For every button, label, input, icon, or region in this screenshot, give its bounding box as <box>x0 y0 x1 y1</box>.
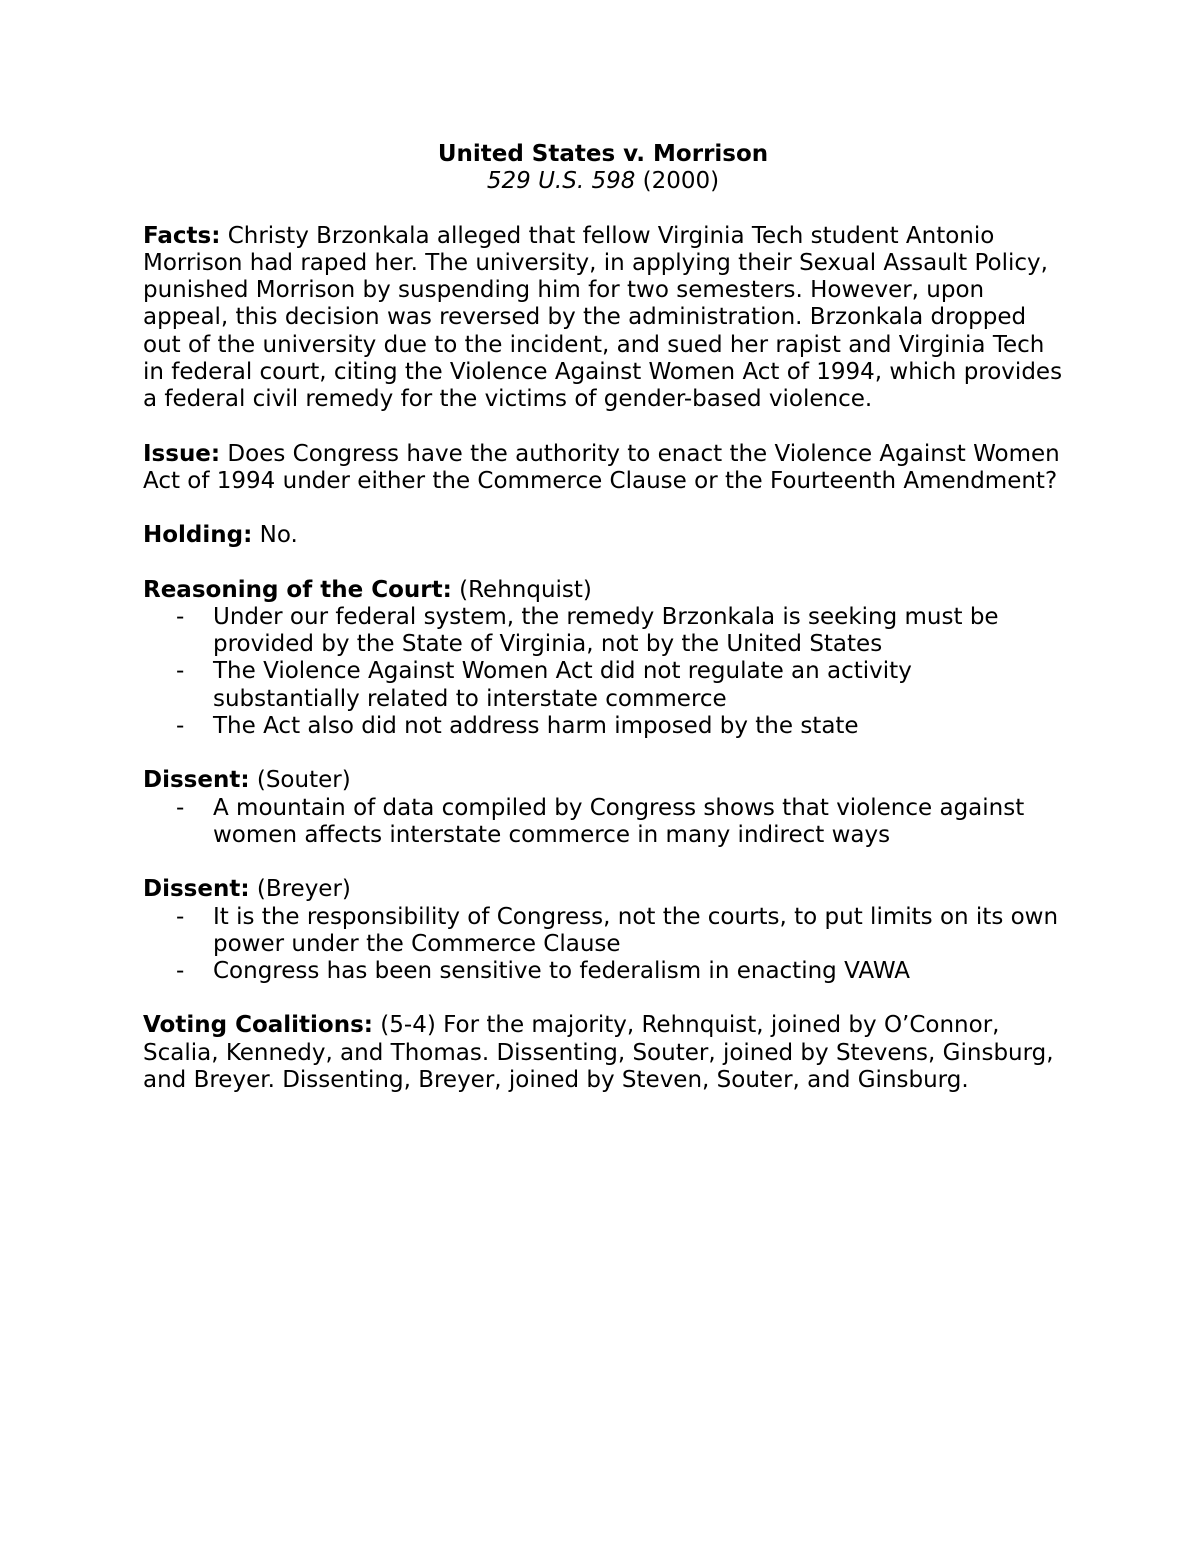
citation-reporter: 529 U.S. 598 <box>486 168 636 195</box>
dissent-breyer-heading <box>143 876 1063 903</box>
issue-label: Issue: <box>143 440 221 467</box>
bullet-dash: - <box>176 658 185 685</box>
voting-section <box>143 1012 1063 1094</box>
bullet-dash: - <box>176 603 185 630</box>
case-citation <box>143 168 1063 195</box>
reasoning-label: Reasoning of the Court: <box>143 576 452 603</box>
reasoning-author: (Rehnquist) <box>459 576 592 603</box>
dissent-souter-heading <box>143 767 1063 794</box>
list-item-text: Congress has been sensitive to federalism in enacting VAWA <box>213 958 911 985</box>
case-title: United States v. Morrison <box>437 141 769 167</box>
dissent-label: Dissent: <box>143 876 250 903</box>
list-item-text: It is the responsibility of Congress, not the courts, to put limits on its own power under the Commerce Clause <box>213 903 1059 957</box>
title-block <box>143 141 1063 196</box>
reasoning-list <box>143 604 1063 740</box>
citation-year: (2000) <box>642 168 720 195</box>
list-item-text: The Act also did not address harm imposed by the state <box>213 713 859 740</box>
list-item <box>143 604 1063 659</box>
bullet-dash: - <box>176 713 185 740</box>
facts-label: Facts: <box>143 222 221 249</box>
dissent-breyer-list <box>143 904 1063 986</box>
holding-section <box>143 522 1063 549</box>
list-item-text: A mountain of data compiled by Congress shows that violence against women affects interstate commerce in many indirect ways <box>213 794 1025 848</box>
voting-label: Voting Coalitions: <box>143 1012 373 1039</box>
reasoning-section <box>143 577 1063 741</box>
list-item <box>143 713 1063 740</box>
document-page <box>143 141 1063 1121</box>
bullet-dash: - <box>176 794 185 821</box>
dissent-author: (Souter) <box>256 767 351 794</box>
reasoning-heading <box>143 577 1063 604</box>
bullet-dash: - <box>176 903 185 930</box>
dissent-breyer-section <box>143 876 1063 985</box>
dissent-souter-section <box>143 767 1063 849</box>
dissent-souter-list <box>143 795 1063 850</box>
list-item <box>143 904 1063 959</box>
dissent-author: (Breyer) <box>256 876 351 903</box>
holding-label: Holding: <box>143 522 253 549</box>
list-item-text: Under our federal system, the remedy Brzonkala is seeking must be provided by the State of Virginia, not by the United States <box>213 603 999 658</box>
list-item-text: The Violence Against Women Act did not regulate an activity substantially related to interstate commerce <box>213 658 912 712</box>
bullet-dash: - <box>176 958 185 985</box>
facts-text: Christy Brzonkala alleged that fellow Virginia Tech student Antonio Morrison had raped her. The university, in applying their Sexual Assault Policy, punished Morrison by suspending him for two semesters. However, upon appeal, this decision was reversed by the administration. Brzonkala dropped out of the university due to the incident, and sued her rapist and Virginia Tech in federal court, citing the Violence Against Women Act of 1994, which provides a federal civil remedy for the victims of gender-based violence. <box>143 222 1063 413</box>
list-item <box>143 958 1063 985</box>
issue-text: Does Congress have the authority to enact the Violence Against Women Act of 1994 under either the Commerce Clause or the Fourteenth Amendment? <box>143 440 1060 494</box>
holding-text: No. <box>259 522 298 549</box>
list-item <box>143 658 1063 713</box>
issue-section <box>143 441 1063 496</box>
dissent-label: Dissent: <box>143 767 250 794</box>
voting-text: (5-4) For the majority, Rehnquist, joined by O’Connor, Scalia, Kennedy, and Thomas. Dissenting, Souter, joined by Stevens, Ginsburg, and Breyer. Dissenting, Breyer, joined by Steven, Souter, and Ginsburg. <box>143 1012 1054 1094</box>
facts-section <box>143 223 1063 414</box>
list-item <box>143 795 1063 850</box>
